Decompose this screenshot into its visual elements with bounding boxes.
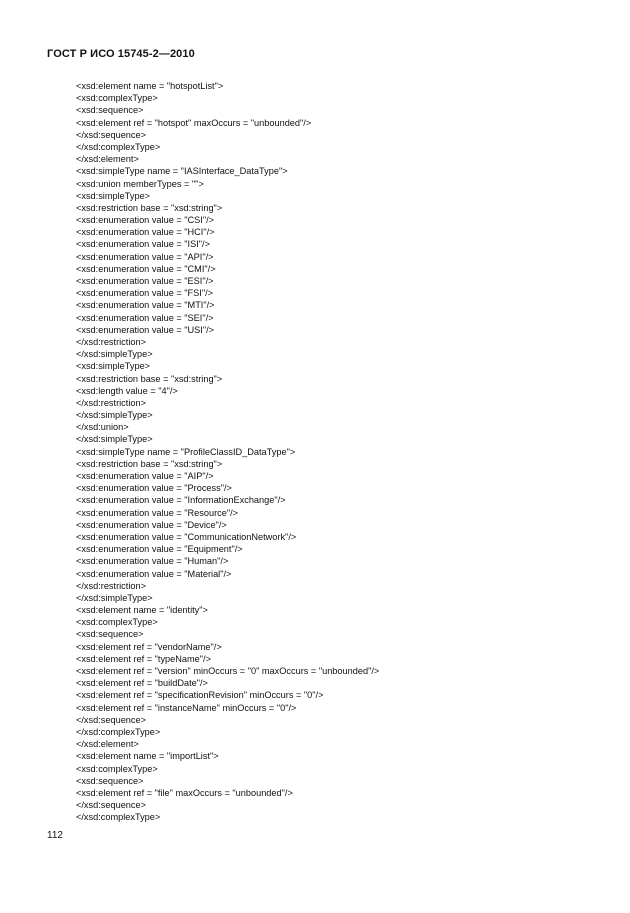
code-line: </xsd:complexType> [76, 812, 161, 823]
code-line: </xsd:restriction> [76, 397, 146, 408]
code-line: <xsd:element ref = "vendorName"/> [76, 641, 222, 652]
code-line: <xsd:complexType> [76, 617, 158, 628]
page-number: 112 [47, 830, 63, 841]
code-line: <xsd:element ref = "buildDate"/> [76, 678, 208, 689]
code-line: <xsd:enumeration value = "Device"/> [76, 519, 227, 530]
xsd-code-block [76, 80, 596, 823]
code-line: </xsd:simpleType> [76, 434, 153, 445]
code-line: <xsd:element ref = "version" minOccurs = "0" maxOccurs = "unbounded"/> [76, 666, 380, 676]
code-line: <xsd:element name = "identity"> [76, 605, 208, 616]
code-line: <xsd:enumeration value = "CommunicationNetwork"/> [76, 531, 297, 542]
code-line: <xsd:enumeration value = "API"/> [76, 251, 214, 262]
code-line: </xsd:complexType> [76, 141, 161, 152]
code-line: <xsd:length value = "4"/> [76, 385, 178, 396]
code-line: <xsd:enumeration value = "HCI"/> [76, 227, 215, 238]
code-line: <xsd:restriction base = "xsd:string"> [76, 458, 223, 469]
code-line: </xsd:simpleType> [76, 410, 153, 421]
code-line: </xsd:simpleType> [76, 349, 153, 360]
code-line: <xsd:union memberTypes = ""> [76, 178, 204, 189]
code-line: <xsd:enumeration value = "Human"/> [76, 556, 229, 567]
code-line: <xsd:element name = "hotspotList"> [76, 81, 224, 91]
code-line: <xsd:complexType> [76, 93, 158, 104]
code-line: <xsd:enumeration value = "AIP"/> [76, 471, 214, 481]
code-line: <xsd:element name = "importList"> [76, 751, 219, 762]
code-line: <xsd:enumeration value = "ISI"/> [76, 239, 210, 250]
code-line: <xsd:sequence> [76, 775, 144, 786]
code-line: <xsd:enumeration value = "CMI"/> [76, 263, 216, 274]
code-line: <xsd:sequence> [76, 105, 144, 116]
code-line: </xsd:sequence> [76, 800, 146, 811]
code-line: <xsd:simpleType> [76, 190, 151, 201]
code-line: <xsd:element ref = "hotspot" maxOccurs = "unbounded"/> [76, 117, 312, 128]
code-line: <xsd:enumeration value = "FSI"/> [76, 288, 214, 299]
code-line: <xsd:enumeration value = "USI"/> [76, 324, 215, 335]
code-line: </xsd:element> [76, 739, 139, 750]
code-line: </xsd:sequence> [76, 714, 146, 725]
code-line: </xsd:simpleType> [76, 592, 153, 603]
code-line: <xsd:element ref = "specificationRevision" minOccurs = "0"/> [76, 690, 324, 701]
code-line: <xsd:restriction base = "xsd:string"> [76, 202, 223, 213]
code-line: <xsd:element ref = "file" maxOccurs = "unbounded"/> [76, 787, 293, 798]
code-line: </xsd:restriction> [76, 336, 146, 347]
code-line: <xsd:enumeration value = "Material"/> [76, 568, 232, 579]
code-line: <xsd:simpleType name = "IASInterface_DataType"> [76, 166, 288, 177]
code-line: <xsd:simpleType> [76, 361, 151, 372]
code-line: <xsd:enumeration value = "MTI"/> [76, 300, 215, 311]
code-line: <xsd:element ref = "instanceName" minOccurs = "0"/> [76, 702, 297, 713]
code-line: <xsd:enumeration value = "Process"/> [76, 483, 232, 494]
page-header-title: ГОСТ Р ИСО 15745-2—2010 [47, 48, 195, 60]
code-line: </xsd:restriction> [76, 580, 146, 591]
code-line: <xsd:enumeration value = "InformationExchange"/> [76, 495, 286, 506]
code-line: </xsd:sequence> [76, 129, 146, 140]
code-line: </xsd:element> [76, 154, 139, 165]
code-line: </xsd:complexType> [76, 726, 161, 737]
code-line: <xsd:enumeration value = "ESI"/> [76, 276, 214, 286]
code-line: <xsd:enumeration value = "Resource"/> [76, 507, 239, 518]
code-line: <xsd:enumeration value = "SEI"/> [76, 312, 214, 323]
code-line: <xsd:sequence> [76, 629, 144, 640]
code-line: <xsd:enumeration value = "Equipment"/> [76, 544, 243, 555]
code-line: </xsd:union> [76, 422, 129, 433]
code-line: <xsd:restriction base = "xsd:string"> [76, 373, 223, 384]
code-line: <xsd:simpleType name = "ProfileClassID_DataType"> [76, 446, 296, 457]
code-line: <xsd:element ref = "typeName"/> [76, 653, 211, 664]
code-line: <xsd:complexType> [76, 763, 158, 774]
code-line: <xsd:enumeration value = "CSI"/> [76, 215, 215, 226]
